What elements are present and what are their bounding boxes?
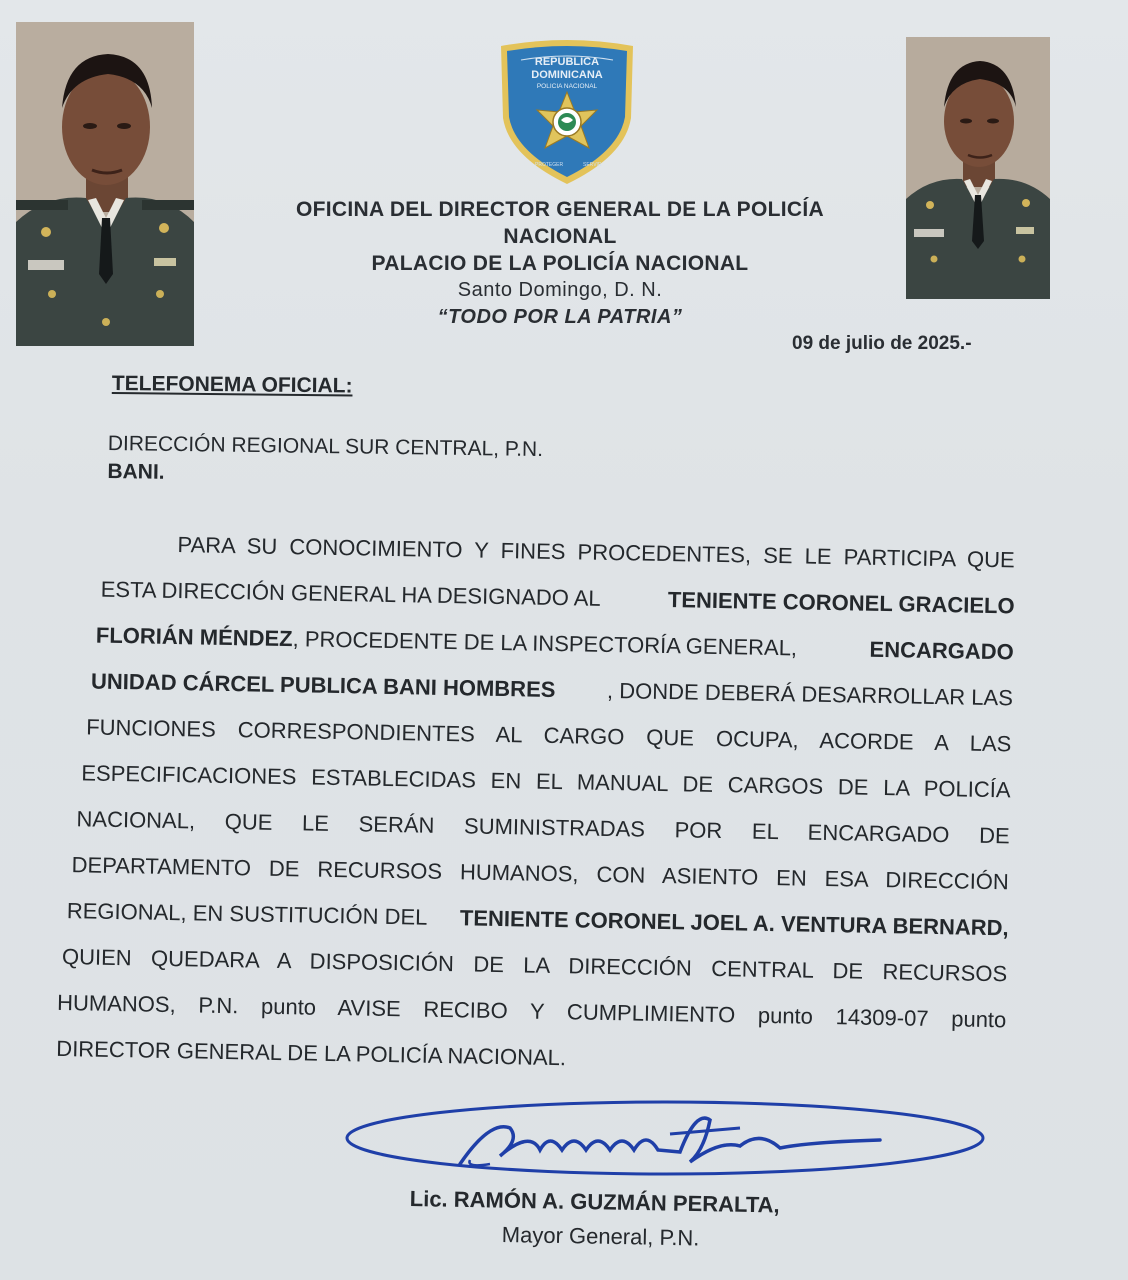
signer-name: Lic. RAMÓN A. GUZMÁN PERALTA, <box>409 1186 780 1218</box>
body-text: FUNCIONES CORRESPONDIENTES AL CARGO QUE OCUPA, ACORDE A LAS <box>85 714 1012 757</box>
recipient-line: DIRECCIÓN REGIONAL SUR CENTRAL, P.N. <box>107 431 544 462</box>
svg-text:PROTEGER: PROTEGER <box>535 162 564 168</box>
svg-text:POLICIA NACIONAL: POLICIA NACIONAL <box>536 83 598 90</box>
police-shield-logo <box>495 38 639 186</box>
signer-rank: Mayor General, P.N. <box>501 1222 700 1251</box>
letterhead <box>240 196 880 331</box>
body-text: DIRECTOR GENERAL DE LA POLICÍA NACIONAL. <box>56 1035 567 1071</box>
body-text: ESTA DIRECCIÓN GENERAL HA DESIGNADO AL <box>100 576 601 611</box>
body-text: REGIONAL, EN SUSTITUCIÓN DEL <box>66 898 428 930</box>
body-text: QUIEN QUEDARA A DISPOSICIÓN DE LA DIRECCIÓN CENTRAL DE RECURSOS <box>61 944 1008 987</box>
body-emphasis: UNIDAD CÁRCEL PUBLICA BANI HOMBRES <box>90 668 556 702</box>
officer-photo-left <box>16 22 194 346</box>
officer-photo-right <box>906 37 1050 299</box>
body-emphasis: ENCARGADO <box>869 636 1014 665</box>
svg-text:SERVIR: SERVIR <box>583 162 602 168</box>
body-text: PARA SU CONOCIMIENTO Y FINES PROCEDENTES, SE LE PARTICIPA QUE <box>177 532 1015 573</box>
city-heading: Santo Domingo, D. N. <box>457 279 663 301</box>
body-text: , PROCEDENTE DE LA INSPECTORÍA GENERAL, <box>292 626 798 661</box>
document-title: TELEFONEMA OFICIAL: <box>111 372 353 398</box>
handwritten-signature <box>340 1090 990 1190</box>
body-text: , DONDE DEBERÁ DESARROLLAR LAS <box>606 677 1014 711</box>
recipient-city: BANI. <box>107 459 165 484</box>
document-date: 09 de julio de 2025.- <box>792 333 972 354</box>
body-text: ESPECIFICACIONES ESTABLECIDAS EN EL MANUAL DE CARGOS DE LA POLICÍA <box>81 760 1011 803</box>
body-text: DEPARTAMENTO DE RECURSOS HUMANOS, CON ASIENTO EN ESA DIRECCIÓN <box>71 852 1010 895</box>
body-text: HUMANOS, P.N. punto AVISE RECIBO Y CUMPLIMIENTO punto 14309-07 punto <box>56 989 1007 1033</box>
body-emphasis: TENIENTE CORONEL GRACIELO <box>667 587 1015 619</box>
palace-heading: PALACIO DE LA POLICÍA NACIONAL <box>371 252 749 275</box>
body-emphasis: FLORIÁN MÉNDEZ <box>95 622 293 652</box>
motto-heading: “TODO POR LA PATRIA” <box>437 306 683 328</box>
svg-text:DOMINICANA: DOMINICANA <box>531 69 603 81</box>
body-text: NACIONAL, QUE LE SERÁN SUMINISTRADAS POR EL ENCARGADO DE <box>76 806 1010 849</box>
svg-text:REPUBLICA: REPUBLICA <box>534 56 600 68</box>
letter-body <box>56 520 1016 1089</box>
recipient-block <box>107 430 543 492</box>
office-heading: OFICINA DEL DIRECTOR GENERAL DE LA POLICÍA NACIONAL <box>296 198 824 248</box>
body-emphasis: TENIENTE CORONEL JOEL A. VENTURA BERNARD, <box>459 905 1009 941</box>
